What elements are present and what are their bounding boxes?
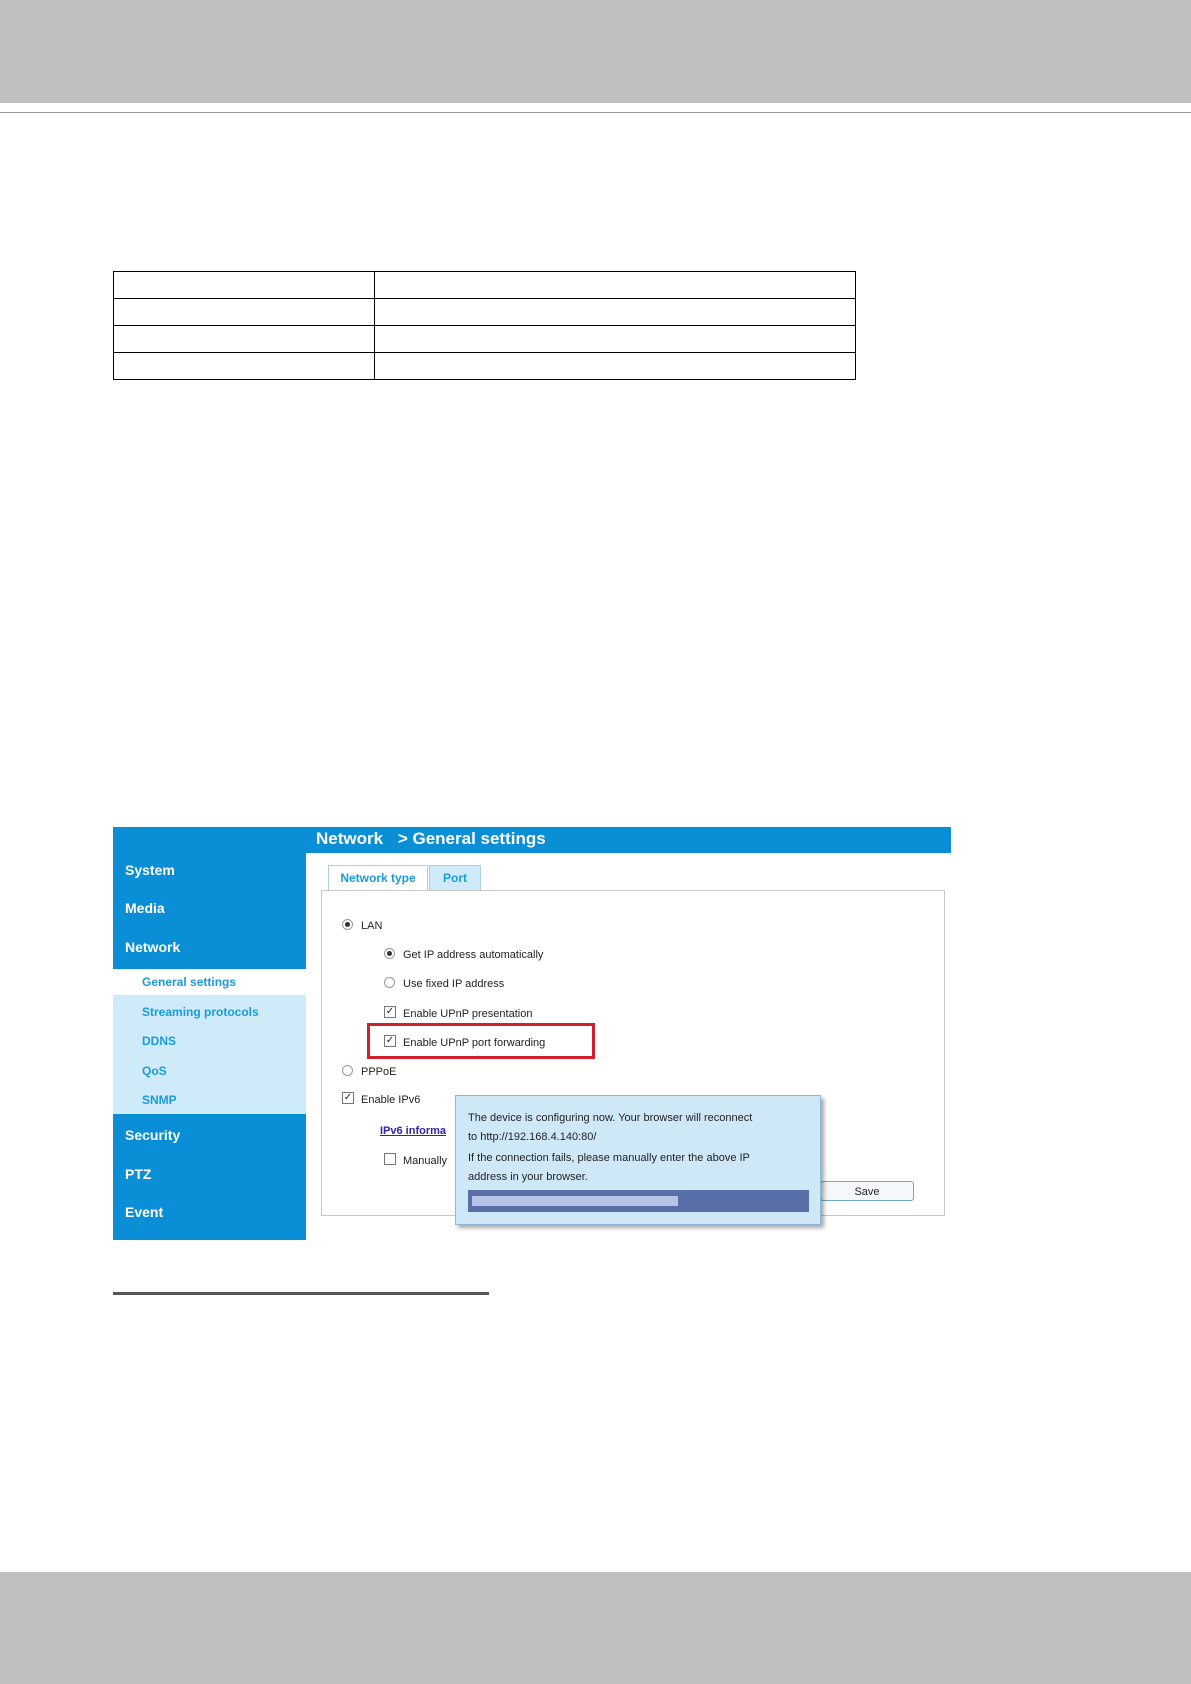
sidebar-item-media[interactable]: Media: [125, 900, 165, 916]
page-header-band: [0, 0, 1191, 103]
dialog-message-line: The device is configuring now. Your browser will reconnect: [468, 1112, 753, 1124]
table-cell: [114, 272, 375, 299]
upnp-presentation-checkbox[interactable]: [384, 1006, 396, 1018]
table-row: [114, 326, 856, 353]
upnp-port-forwarding-option[interactable]: [384, 1035, 545, 1049]
table-cell: [375, 299, 856, 326]
manually-label: Manually: [403, 1155, 448, 1167]
dialog-message-line: to http://192.168.4.140:80/: [468, 1131, 597, 1143]
manually-option[interactable]: [384, 1153, 447, 1167]
submenu-item-qos[interactable]: QoS: [142, 1064, 167, 1078]
enable-ipv6-option[interactable]: [342, 1092, 420, 1106]
ipv6-info-link[interactable]: IPv6 informa: [380, 1125, 447, 1137]
network-settings-screenshot: [113, 827, 951, 1240]
upnp-presentation-option[interactable]: [384, 1006, 532, 1020]
use-fixed-ip-label: Use fixed IP address: [403, 978, 505, 990]
table-cell: [375, 326, 856, 353]
lan-radio[interactable]: [342, 919, 353, 930]
save-button[interactable]: Save: [820, 1181, 914, 1201]
get-ip-auto-radio[interactable]: [384, 948, 395, 959]
sidebar-item-system[interactable]: System: [125, 862, 175, 878]
table-cell: [114, 299, 375, 326]
tab-network-type[interactable]: Network type: [328, 865, 428, 890]
get-ip-auto-label: Get IP address automatically: [403, 949, 544, 961]
table-row: [114, 299, 856, 326]
sidebar-item-security[interactable]: Security: [125, 1127, 181, 1143]
page-footer-band: [0, 1572, 1191, 1684]
use-fixed-ip-option[interactable]: [384, 977, 504, 990]
dialog-message-line: address in your browser.: [468, 1171, 588, 1183]
enable-ipv6-label: Enable IPv6: [361, 1094, 421, 1106]
upnp-port-forwarding-label: Enable UPnP port forwarding: [403, 1037, 546, 1049]
table-row: [114, 353, 856, 380]
sidebar: [113, 827, 306, 1240]
table-cell: [114, 353, 375, 380]
lan-label: LAN: [361, 920, 383, 932]
sidebar-item-event[interactable]: Event: [125, 1204, 164, 1220]
use-fixed-ip-radio[interactable]: [384, 977, 395, 988]
breadcrumb-page: General settings: [412, 829, 546, 848]
pppoe-radio[interactable]: [342, 1065, 353, 1076]
table-row: [114, 272, 856, 299]
table-cell: [375, 272, 856, 299]
enable-ipv6-checkbox[interactable]: [342, 1092, 354, 1104]
ipv6-info-row: [380, 1125, 446, 1137]
breadcrumb-section[interactable]: Network: [316, 829, 384, 848]
dialog-message-line: If the connection fails, please manually enter the above IP: [468, 1152, 750, 1164]
pppoe-label: PPPoE: [361, 1066, 397, 1078]
upnp-presentation-label: Enable UPnP presentation: [403, 1008, 533, 1020]
submenu-item-streaming-protocols[interactable]: Streaming protocols: [142, 1005, 259, 1019]
submenu-item-snmp[interactable]: SNMP: [142, 1093, 177, 1107]
document-table: [113, 271, 856, 380]
sidebar-item-network[interactable]: Network: [125, 939, 181, 955]
lan-option[interactable]: [342, 919, 382, 932]
caption-underline: [113, 1292, 489, 1295]
reconnect-dialog: [455, 1095, 821, 1225]
get-ip-auto-option[interactable]: [384, 948, 543, 961]
pppoe-option[interactable]: [342, 1065, 396, 1078]
table-cell: [114, 326, 375, 353]
progress-fill: [472, 1196, 678, 1206]
submenu-item-general-settings[interactable]: General settings: [142, 975, 237, 989]
breadcrumb-bar: [306, 827, 951, 853]
breadcrumb: [316, 829, 546, 849]
sidebar-item-ptz[interactable]: PTZ: [125, 1166, 152, 1182]
manually-checkbox[interactable]: [384, 1153, 396, 1165]
table-cell: [375, 353, 856, 380]
submenu-item-ddns[interactable]: DDNS: [142, 1034, 177, 1048]
tab-port[interactable]: Port: [429, 865, 481, 890]
upnp-port-forwarding-checkbox[interactable]: [384, 1035, 396, 1047]
progress-bar: [468, 1190, 809, 1212]
header-divider: [0, 112, 1191, 113]
breadcrumb-separator: >: [397, 829, 408, 848]
